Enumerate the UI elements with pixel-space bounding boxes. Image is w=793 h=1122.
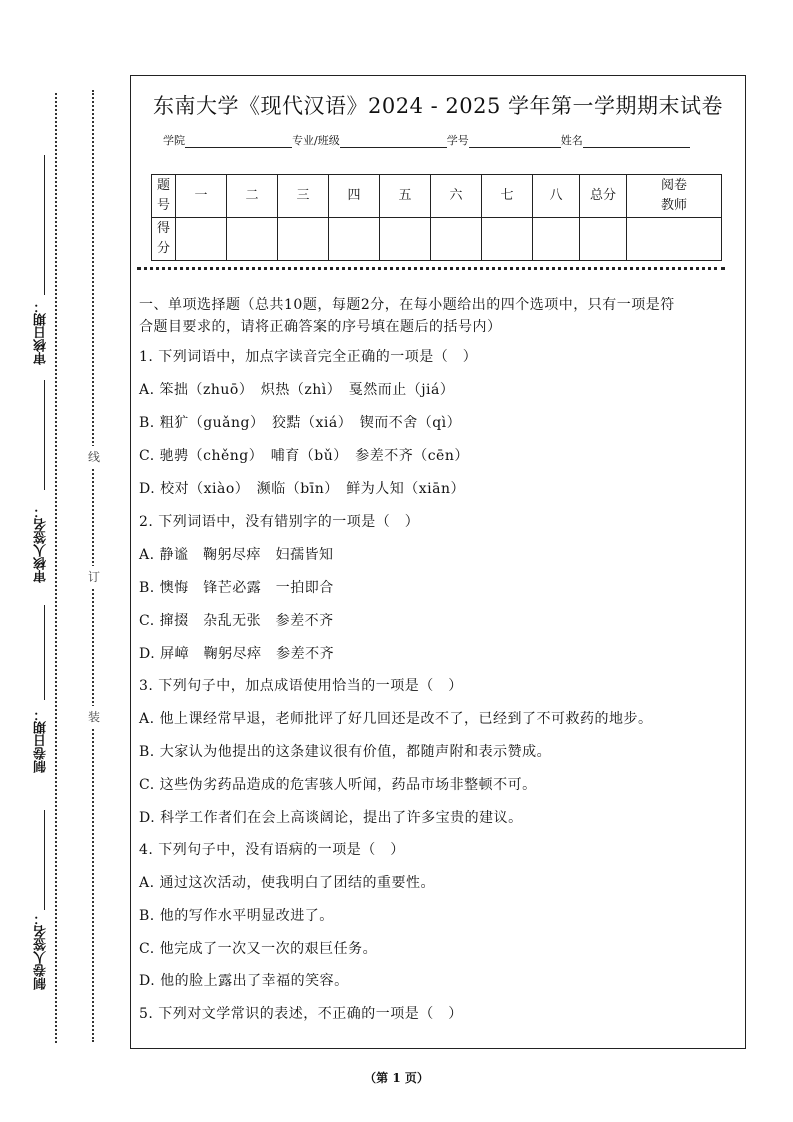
binding-mark-zhuang: 装 bbox=[88, 706, 100, 727]
score-cell[interactable] bbox=[176, 218, 227, 261]
option-line: B. 粗犷（guǎng） 狡黠（xiá） 锲而不舍（qì） bbox=[139, 415, 462, 431]
binding-mark-ding: 订 bbox=[88, 566, 100, 587]
question-line: 2. 下列词语中，没有错别字的一项是（ ） bbox=[139, 514, 420, 530]
college-label: 学院 bbox=[163, 134, 185, 147]
exam-page bbox=[130, 75, 746, 1049]
header-cell: 四 bbox=[329, 175, 380, 218]
review-date-line bbox=[44, 155, 45, 295]
option-line: C. 撺掇 杂乱无张 参差不齐 bbox=[139, 613, 334, 629]
option-line: C. 他完成了一次又一次的艰巨任务。 bbox=[139, 941, 378, 957]
major-field[interactable] bbox=[340, 135, 447, 148]
separator-dotted-line bbox=[137, 267, 725, 270]
question-line: 4. 下列句子中，没有语病的一项是（ ） bbox=[139, 842, 405, 858]
score-cell[interactable] bbox=[278, 218, 329, 261]
option-line: A. 通过这次活动，使我明白了团结的重要性。 bbox=[139, 875, 436, 891]
header-cell: 七 bbox=[482, 175, 533, 218]
binding-mark-xian: 线 bbox=[88, 446, 100, 467]
score-cell[interactable] bbox=[580, 218, 627, 261]
option-line: A. 静谧 鞠躬尽瘁 妇孺皆知 bbox=[139, 547, 334, 563]
score-cell[interactable] bbox=[431, 218, 482, 261]
make-date-label: 制卷日期： bbox=[34, 708, 49, 773]
header-cell: 题号 bbox=[152, 175, 176, 218]
name-field[interactable] bbox=[583, 135, 690, 148]
header-cell: 六 bbox=[431, 175, 482, 218]
major-label: 专业/班级 bbox=[292, 134, 340, 147]
score-table-header bbox=[152, 175, 722, 218]
binding-dotted-line-outer bbox=[55, 93, 57, 1043]
maker-sign-label: 制卷人签名： bbox=[34, 912, 49, 990]
section-heading: 合题目要求的，请将正确答案的序号填在题后的括号内） bbox=[139, 319, 502, 335]
score-row bbox=[152, 218, 722, 261]
option-line: B. 大家认为他提出的这条建议很有价值，都随声附和表示赞成。 bbox=[139, 744, 552, 760]
review-date-label: 审核日期： bbox=[34, 300, 49, 365]
score-cell[interactable] bbox=[627, 218, 722, 261]
name-label: 姓名 bbox=[560, 134, 583, 147]
option-line: D. 屏嶂 鞠躬尽瘁 参差不齐 bbox=[139, 646, 335, 662]
score-cell[interactable] bbox=[533, 218, 580, 261]
header-cell: 二 bbox=[227, 175, 278, 218]
score-cell[interactable] bbox=[227, 218, 278, 261]
score-cell[interactable] bbox=[380, 218, 431, 261]
header-cell: 阅卷教师 bbox=[627, 175, 722, 218]
header-cell: 五 bbox=[380, 175, 431, 218]
maker-sign-line bbox=[44, 810, 45, 910]
question-line: 5. 下列对文学常识的表述，不正确的一项是（ ） bbox=[139, 1006, 463, 1022]
option-line: D. 校对（xiào） 濒临（bīn） 鲜为人知（xiān） bbox=[139, 481, 465, 497]
reviewer-sign-line bbox=[44, 380, 45, 490]
student-id-label: 学号 bbox=[446, 134, 469, 147]
section-heading: 一、单项选择题（总共10题，每题2分，在每小题给出的四个选项中，只有一项是符 bbox=[139, 297, 675, 313]
page-number: （第 1 页） bbox=[364, 1071, 429, 1085]
student-info bbox=[163, 132, 690, 148]
option-line: D. 他的脸上露出了幸福的笑容。 bbox=[139, 973, 349, 989]
college-field[interactable] bbox=[185, 135, 292, 148]
option-line: A. 他上课经常早退，老师批评了好几回还是改不了，已经到了不可救药的地步。 bbox=[139, 711, 653, 727]
score-cell[interactable] bbox=[482, 218, 533, 261]
exam-title: 东南大学《现代汉语》2024 - 2025 学年第一学期期末试卷 bbox=[152, 94, 723, 118]
score-table bbox=[151, 174, 722, 261]
option-line: B. 懊悔 锋芒必露 一拍即合 bbox=[139, 580, 334, 596]
option-line: B. 他的写作水平明显改进了。 bbox=[139, 908, 334, 924]
header-cell: 三 bbox=[278, 175, 329, 218]
option-line: A. 笨拙（zhuō） 炽热（zhì） 戛然而止（jiá） bbox=[139, 382, 455, 398]
header-cell: 八 bbox=[533, 175, 580, 218]
score-cell[interactable] bbox=[329, 218, 380, 261]
header-cell: 总分 bbox=[580, 175, 627, 218]
header-cell: 一 bbox=[176, 175, 227, 218]
score-row-label: 得分 bbox=[152, 218, 176, 261]
student-id-field[interactable] bbox=[469, 135, 561, 148]
reviewer-sign-label: 审核人签名： bbox=[34, 505, 49, 583]
make-date-line bbox=[44, 605, 45, 700]
option-line: C. 这些伪劣药品造成的危害骇人听闻，药品市场非整顿不可。 bbox=[139, 777, 537, 793]
option-line: D. 科学工作者们在会上高谈阔论，提出了许多宝贵的建议。 bbox=[139, 810, 523, 826]
question-line: 3. 下列句子中，加点成语使用恰当的一项是（ ） bbox=[139, 678, 463, 694]
option-line: C. 驰骋（chěng） 哺育（bǔ） 参差不齐（cēn） bbox=[139, 448, 469, 464]
question-line: 1. 下列词语中，加点字读音完全正确的一项是（ ） bbox=[139, 349, 478, 365]
